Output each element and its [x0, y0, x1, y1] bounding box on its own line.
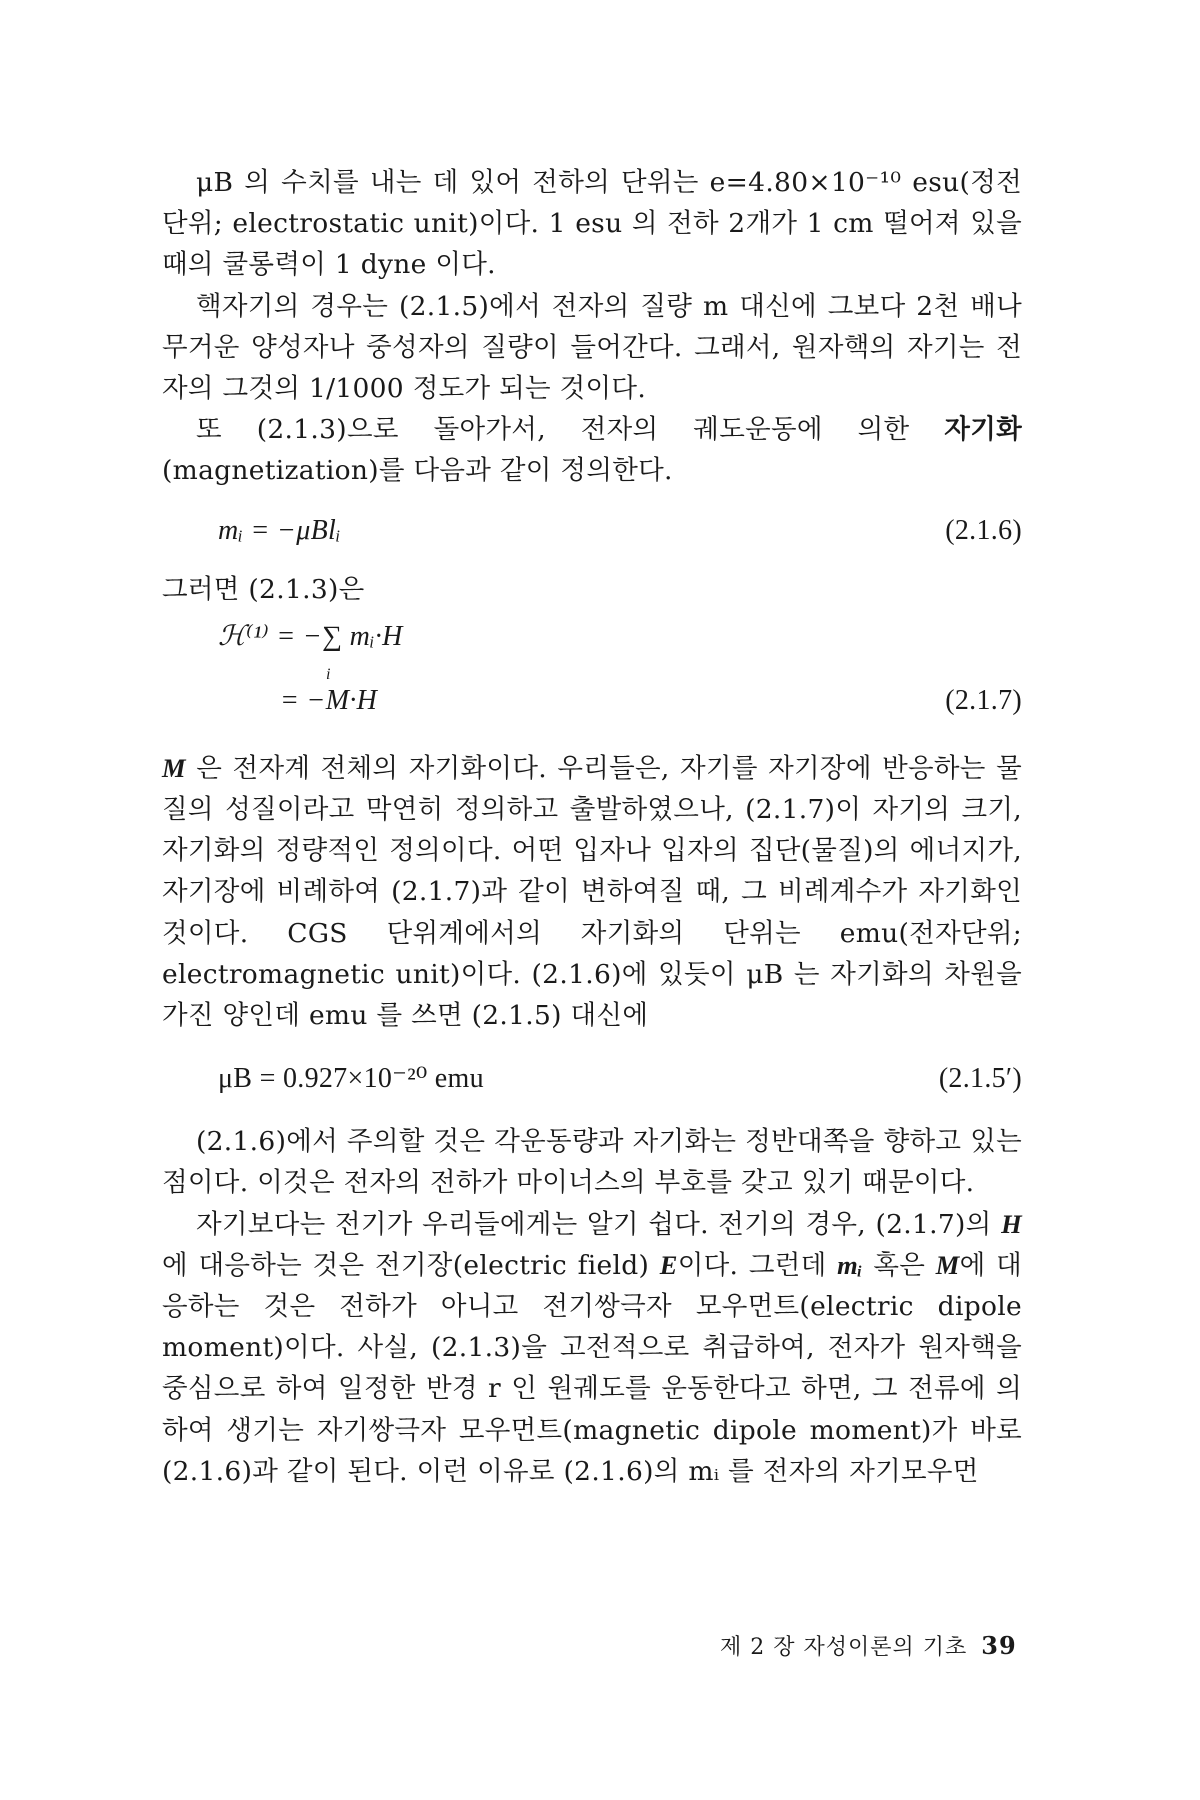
symbol-E: E — [659, 1249, 678, 1280]
term-magnetization: 자기화 — [944, 414, 1022, 446]
page-number: 39 — [981, 1631, 1017, 1660]
chapter-title: 제 2 장 자성이론의 기초 — [720, 1635, 968, 1660]
symbol-mi: mᵢ — [837, 1249, 863, 1280]
equation-number: (2.1.6) — [945, 514, 1022, 546]
symbol-M: M — [935, 1249, 960, 1280]
equation-line-2: = −M·H — [280, 684, 378, 716]
paragraph-then: 그러면 (2.1.3)은 — [162, 573, 365, 605]
paragraph-magnetization-def: 또 (2.1.3)으로 돌아가서, 전자의 궤도운동에 의한 자기화(magnetization)를 다음과 같이 정의한다. — [162, 414, 1022, 487]
symbol-H: H — [1001, 1208, 1022, 1239]
symbol-M: M — [162, 752, 186, 783]
paragraph-esu-unit: μB 의 수치를 내는 데 있어 전하의 단위는 e=4.80×10⁻¹⁰ esu(정전단위; electrostatic unit)이다. 1 esu 의 전하 2개가 1 cm 떨어져 있을 때의 쿨롱력이 1 dyne 이다. — [162, 167, 1022, 281]
equation-number: (2.1.5′) — [938, 1063, 1022, 1095]
equation-2-1-5-prime — [162, 1058, 1022, 1099]
body-text — [162, 162, 1022, 1492]
equation-number: (2.1.7) — [945, 684, 1022, 716]
equation-2-1-7 — [162, 616, 1022, 736]
paragraph-opposite-direction: (2.1.6)에서 주의할 것은 각운동량과 자기화는 정반대쪽을 향하고 있는 점이다. 이것은 전자의 전하가 마이너스의 부호를 갖고 있기 때문이다. — [162, 1126, 1022, 1199]
paragraph-total-magnetization: M 은 전자계 전체의 자기화이다. 우리들은, 자기를 자기장에 반응하는 물질의 성질이라고 막연히 정의하고 출발하였으나, (2.1.7)이 자기의 크기, 자기화의 정량적인 정의이다. 어떤 입자나 입자의 집단(물질)의 에너지가, 자기장에 비례하여 (2.1.7)과 같이 변하여질 때, 그 비례계수가 자기화인 것이다. CGS 단위계에서의 자기화의 단위는 emu(전자단위; electromagnetic unit)이다. (2.1.6)에 있듯이 μB 는 자기화의 차원을 가진 양인데 emu 를 쓰면 (2.1.5) 대신에 — [162, 752, 1022, 1032]
paragraph-nuclear-magnetism: 핵자기의 경우는 (2.1.5)에서 전자의 질량 m 대신에 그보다 2천 배나 무거운 양성자나 중성자의 질량이 들어간다. 그래서, 원자핵의 자기는 전자의 그것의 1/1000 정도가 되는 것이다. — [162, 290, 1022, 405]
equation-expression: μB = 0.927×10⁻²⁰ emu — [218, 1063, 484, 1095]
equation-2-1-6 — [162, 510, 1022, 551]
sum-index: i — [326, 665, 331, 683]
equation-line-1: ℋ⁽¹⁾ = −∑ mᵢ·H — [218, 620, 403, 652]
paragraph-electric-analogy: 자기보다는 전기가 우리들에게는 알기 쉽다. 전기의 경우, (2.1.7)의 H에 대응하는 것은 전기장(electric field) E이다. 그런데 mᵢ 혹은 M에 대응하는 것은 전하가 아니고 전기쌍극자 모우먼트(electric dipole moment)이다. 사실, (2.1.3)을 고전적으로 취급하여, 전자가 원자핵을 중심으로 하여 일정한 반경 r 인 원궤도를 운동한다고 하면, 그 전류에 의하여 생기는 자기쌍극자 모우먼트(magnetic dipole moment)가 바로 (2.1.6)과 같이 된다. 이런 이유로 (2.1.6)의 mᵢ 를 전자의 자기모우먼 — [162, 1208, 1022, 1487]
equation-expression: mᵢ = −μBlᵢ — [218, 514, 341, 546]
page-footer — [720, 1630, 1017, 1661]
